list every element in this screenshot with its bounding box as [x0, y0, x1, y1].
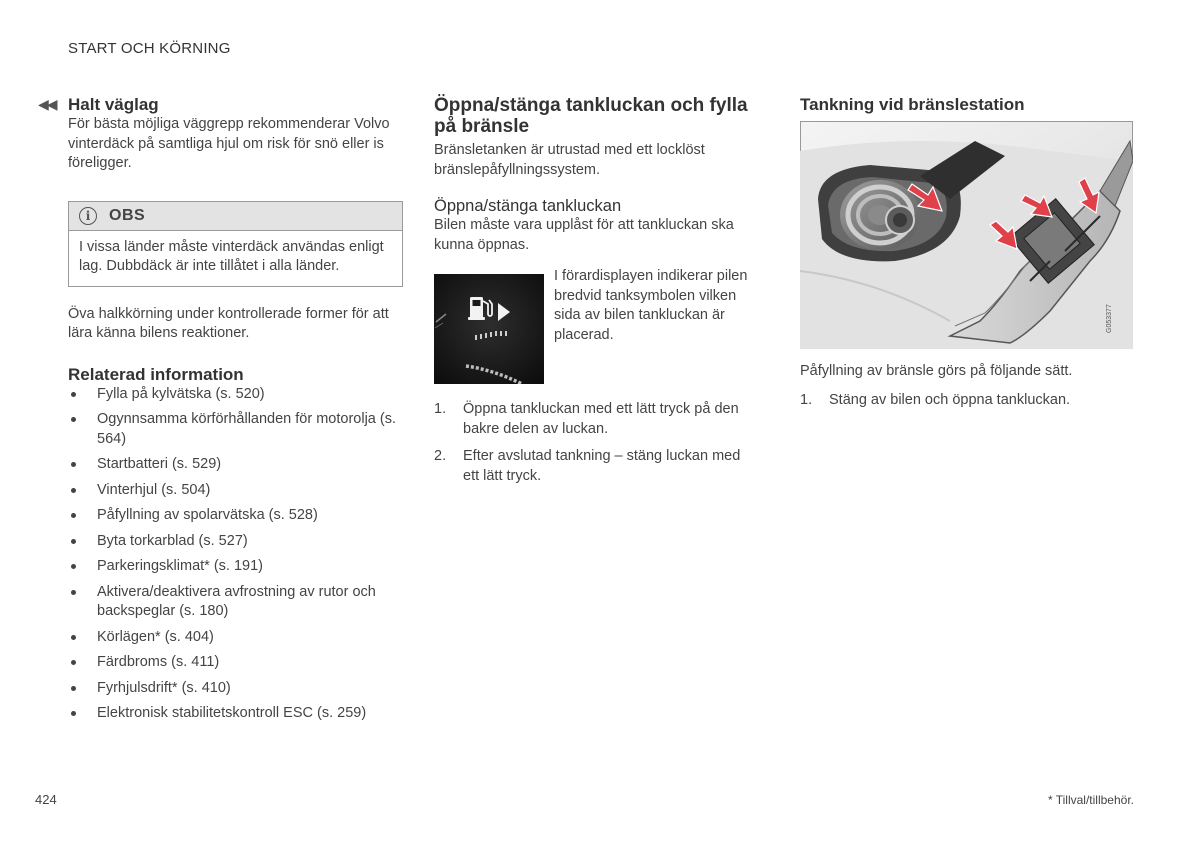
related-link-brake[interactable]: Färdbroms (s. 411): [68, 653, 403, 673]
note-text: I vissa länder måste vinterdäck användas enligt lag. Dubbdäck är inte tillåtet i alla länder.: [79, 238, 384, 274]
column-fuel-station: [800, 95, 1135, 418]
column-winter-driving: [68, 95, 403, 730]
section-title-fuel-door: Öppna/stänga tankluckan och fylla på bränsle: [434, 95, 748, 137]
related-link-esc[interactable]: Elektronisk stabilitetskontroll ESC (s. 259): [68, 704, 403, 724]
fuel-filler-illustration: [800, 121, 1133, 349]
step-text: Efter avslutad tankning – stäng luckan med ett lätt tryck.: [463, 448, 741, 484]
related-link-coolant[interactable]: Fylla på kylvätska (s. 520): [68, 385, 403, 405]
refuel-steps: [800, 391, 1135, 411]
running-header: START OCH KÖRNING: [68, 40, 231, 57]
related-link-awd[interactable]: Fyrhjulsdrift* (s. 410): [68, 679, 403, 699]
fuel-system-intro: Bränsletanken är utrustad med ett locklöst bränslepåfyllningssystem.: [434, 142, 705, 178]
info-icon: i: [79, 207, 97, 225]
related-link-parking-climate[interactable]: Parkeringsklimat* (s. 191): [68, 557, 403, 577]
related-link-wiper-blades[interactable]: Byta torkarblad (s. 527): [68, 532, 403, 552]
image-code: G053377: [1106, 304, 1113, 333]
column-fuel-filler-door: [434, 95, 759, 494]
step-item: [434, 447, 759, 486]
related-link-engine-oil[interactable]: Ogynnsamma körförhållanden för motorolja (s. 564): [68, 410, 403, 449]
note-box-header: [69, 202, 402, 231]
unlock-requirement-text: Bilen måste vara upplåst för att tankluckan ska kunna öppnas.: [434, 217, 734, 253]
practice-paragraph: Öva halkkörning under kontrollerade former för att lära känna bilens reaktioner.: [68, 305, 389, 341]
winter-tire-paragraph: För bästa möjliga väggrepp rekommenderar Volvo vinterdäck på samtliga hjul om risk för snö eller is föreligger.: [68, 116, 390, 171]
note-box: [68, 201, 403, 287]
note-title: OBS: [109, 206, 146, 224]
step-item: [800, 391, 1135, 411]
page-number: 424: [35, 792, 57, 807]
step-text: Stäng av bilen och öppna tankluckan.: [829, 391, 1071, 408]
step-number: 1.: [434, 401, 447, 417]
related-info-list: [68, 385, 403, 724]
fuel-pump-icon: [468, 297, 492, 320]
related-link-drive-modes[interactable]: Körlägen* (s. 404): [68, 628, 403, 648]
refuel-intro: Påfyllning av bränsle görs på följande sätt.: [800, 363, 1073, 379]
section-title-slippery-road: Halt väglag: [68, 95, 159, 114]
step-number: 1.: [800, 391, 813, 408]
step-text: Öppna tankluckan med ett lätt tryck på den bakre delen av luckan.: [463, 401, 739, 437]
related-link-defrost[interactable]: Aktivera/deaktivera avfrostning av rutor och backspeglar (s. 180): [68, 583, 403, 622]
display-indicator-block: [434, 268, 759, 384]
section-title-fuel-station: Tankning vid bränslestation: [800, 95, 1025, 114]
continued-from-previous-icon: ◀◀: [38, 96, 56, 112]
display-indicator-text: I förardisplayen indikerar pilen bredvid tanksymbolen vilken sida av bilen tankluckan är placerad.: [554, 268, 748, 343]
driver-display-image: [434, 274, 544, 384]
related-link-washer-fluid[interactable]: Påfyllning av spolarvätska (s. 528): [68, 506, 403, 526]
related-info-title: Relaterad information: [68, 364, 244, 384]
related-link-battery[interactable]: Startbatteri (s. 529): [68, 455, 403, 475]
subsection-title-open-close: Öppna/stänga tankluckan: [434, 197, 622, 215]
fuel-door-steps: [434, 400, 759, 486]
step-number: 2.: [434, 448, 447, 464]
related-link-winter-wheels[interactable]: Vinterhjul (s. 504): [68, 481, 403, 501]
optional-equipment-note: * Tillval/tillbehör.: [1047, 793, 1134, 807]
step-item: [434, 400, 759, 439]
